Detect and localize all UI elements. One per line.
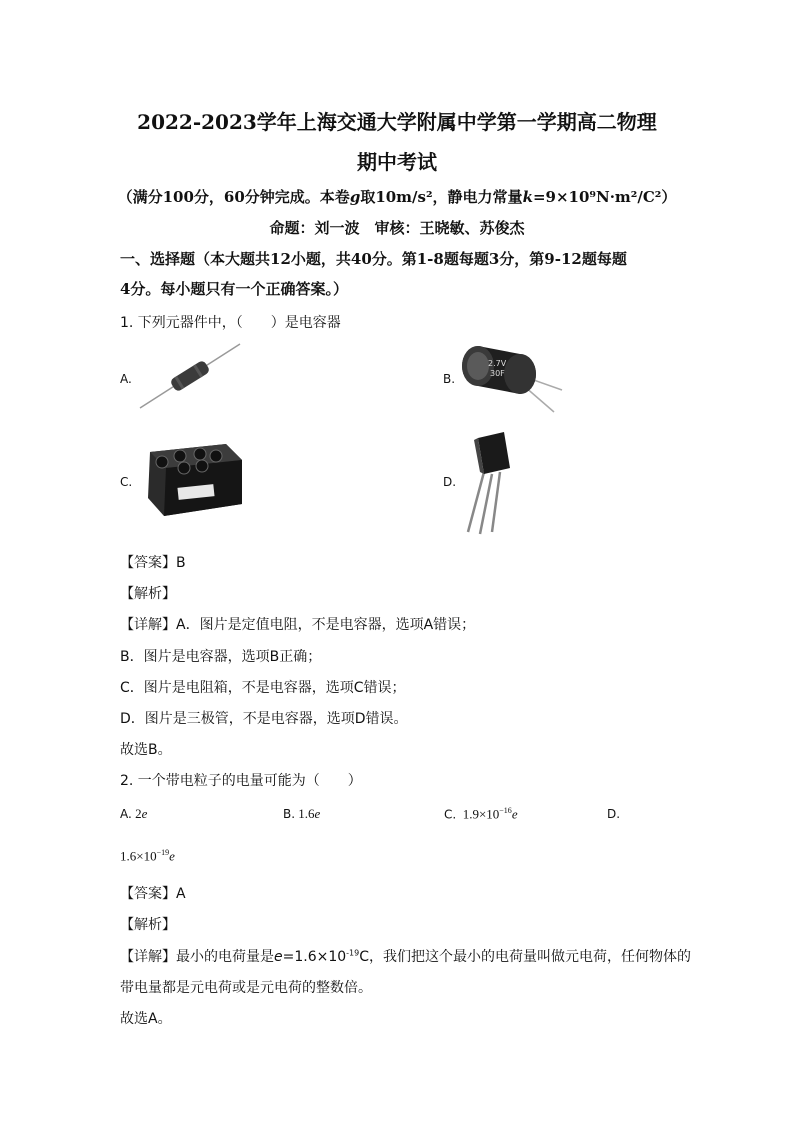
exam-title-line2: 期中考试 (357, 150, 437, 174)
q2-option-a-label: A. (120, 807, 132, 821)
q2-analysis-heading: 【解析】 (120, 917, 176, 933)
capacitor-print-capacity: 30F (490, 369, 505, 378)
q2-option-b-label: B. (283, 807, 296, 821)
q2-detail-e: e (274, 949, 283, 965)
q2-detail-line1 (120, 946, 691, 966)
q2-stem: 2. 一个带电粒子的电量可能为（ ） (120, 773, 362, 789)
q2-option-d-number: 1.6×10 (120, 848, 157, 864)
q2-detail-exponent: -19 (346, 948, 360, 958)
info-part: （满分100分，60分钟完成。本卷 (117, 188, 350, 206)
info-part: =9×10⁹N·m²/C²） (532, 188, 677, 206)
capacitor-print-voltage: 2.7V (488, 359, 507, 368)
q2-option-c-exponent: −16 (499, 806, 512, 815)
capacitor-image (458, 338, 568, 418)
info-part: 取10m/s²，静电力常量 (360, 188, 523, 206)
q2-option-b-unit: e (314, 806, 321, 821)
section-heading-line1: 一、选择题（本大题共12小题，共40分。第1-8题每题3分，第9-12题每题 (120, 250, 627, 268)
q2-option-d-unit: e (169, 848, 175, 864)
q2-option-b-value: 1.6 (298, 806, 315, 821)
q1-conclusion: 故选B。 (120, 742, 172, 758)
q2-option-c-label: C. (444, 807, 457, 822)
q2-option-d-label: D. (607, 807, 621, 821)
q2-answer: 【答案】A (120, 886, 186, 902)
q2-option-c-value: 1.9×10 (462, 806, 500, 822)
q2-option-d-exponent: −19 (156, 848, 170, 857)
q2-detail-text-rest: C，我们把这个最小的电荷量叫做元电荷，任何物体的 (359, 949, 692, 965)
q1-option-d-label: D. (443, 475, 457, 489)
exam-info (0, 186, 794, 207)
q2-option-b (283, 806, 320, 822)
exam-title-line1: 2022-2023学年上海交通大学附属中学第一学期高二物理 (137, 110, 657, 134)
q1-detail-a: 【详解】A．图片是定值电阻，不是电容器，选项A错误； (120, 617, 476, 633)
q2-detail-value: =1.6×10 (282, 949, 347, 965)
q1-option-c-label: C. (120, 475, 133, 489)
q2-option-c (444, 806, 518, 822)
info-g: g (349, 188, 361, 206)
q2-option-d-value (120, 848, 175, 864)
resistor-image (136, 340, 244, 412)
q1-option-a-label: A. (120, 372, 132, 386)
q1-stem: 1. 下列元器件中，（ ）是电容器 (120, 315, 341, 331)
q2-option-a-unit: e (141, 806, 148, 821)
q2-conclusion: 故选A。 (120, 1011, 172, 1027)
q1-answer: 【答案】B (120, 555, 186, 571)
q1-detail-d: D．图片是三极管，不是电容器，选项D错误。 (120, 711, 408, 727)
q2-detail-line2: 带电量都是元电荷或是元电荷的整数倍。 (120, 980, 372, 996)
q1-analysis-heading: 【解析】 (120, 586, 176, 602)
q1-detail-b: B．图片是电容器，选项B正确； (120, 649, 322, 665)
info-k: k (522, 188, 533, 206)
exam-authors: 命题：刘一波 审核：王晓敏、苏俊杰 (269, 219, 525, 237)
q2-option-c-unit: e (511, 806, 518, 822)
section-heading-line2: 4分。每小题只有一个正确答案。） (120, 280, 348, 298)
q2-detail-text: 【详解】最小的电荷量是 (120, 949, 274, 965)
q2-option-a-value: 2 (135, 806, 142, 821)
q2-option-a (120, 806, 147, 822)
transistor-image (460, 428, 520, 536)
q1-detail-c: C．图片是电阻箱，不是电容器，选项C错误； (120, 680, 406, 696)
q1-option-b-label: B. (443, 372, 456, 386)
resistance-box-image (140, 432, 246, 524)
